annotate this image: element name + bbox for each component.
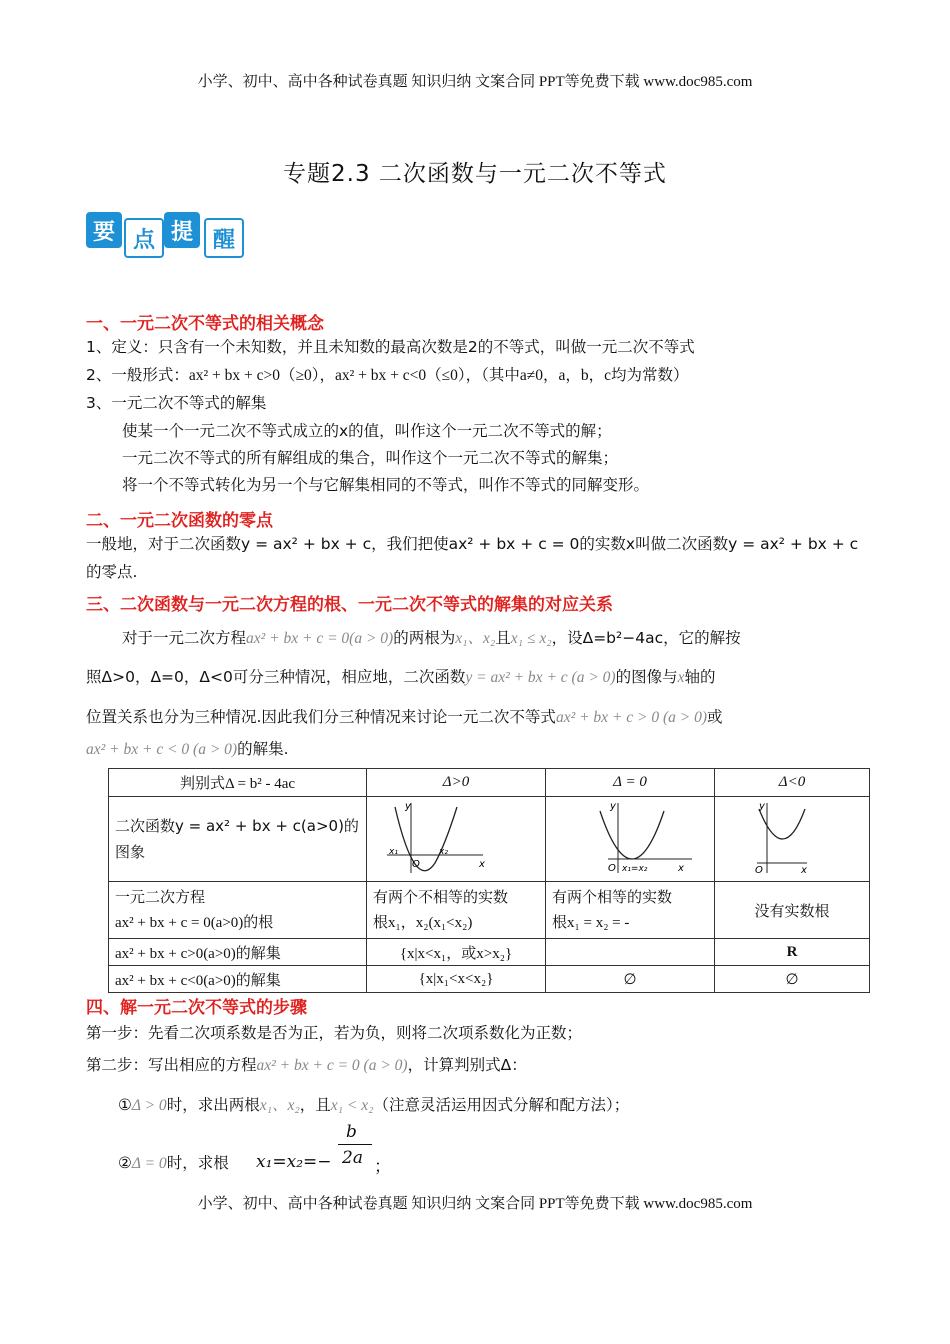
sec4-case-positive <box>118 1094 629 1117</box>
relation-table <box>108 768 870 993</box>
section-4-heading: 四、解一元二次不等式的步骤 <box>86 998 307 1018</box>
sec4-text: 第二步：写出相应的方程 <box>86 1056 257 1074</box>
sec4-equation: ax² + bx + c = 0 (a > 0) <box>256 1057 408 1074</box>
badge-char-4: 醒 <box>204 218 244 258</box>
sec3-text: 照Δ>0，Δ=0，Δ<0可分三种情况，相应地，二次函数 <box>86 668 466 686</box>
sec3-text: 或 <box>707 708 723 726</box>
table-cell-gt-solution-positive: {x|x<x₁，或x>x₂} <box>367 939 546 966</box>
sec1-solution-set-title: 3、一元二次不等式的解集 <box>86 394 267 412</box>
section-3-heading: 三、二次函数与一元二次方程的根、一元二次不等式的解集的对应关系 <box>86 595 613 615</box>
sec3-text: 的图像与 <box>615 668 678 686</box>
table-header-positive: Δ>0 <box>367 769 546 797</box>
table-text: 有两个不相等的实数 <box>373 888 509 906</box>
y-axis-label: y <box>610 801 616 812</box>
table-cell-graph-zero <box>546 797 715 882</box>
table-header-zero: Δ = 0 <box>546 769 715 797</box>
table-cell-graph-negative <box>715 797 870 882</box>
table-cell-roots-positive <box>367 882 546 939</box>
sec3-para-line-3 <box>86 706 723 729</box>
table-cell-lt-solution-label: ax² + bx + c<0(a>0)的解集 <box>109 966 367 993</box>
badge-char-3: 提 <box>164 212 200 248</box>
badge-char-2: 点 <box>124 218 164 258</box>
root-x1-label: x₁ <box>389 847 398 857</box>
x-axis-label: x <box>479 859 485 870</box>
parabola-curve <box>395 807 457 871</box>
table-cell-lt-solution-positive: {x|x₁<x<x₂} <box>367 966 546 993</box>
y-axis-label: y <box>405 801 411 812</box>
page-footer: 小学、初中、高中各种试卷真题 知识归纳 文案合同 PPT等免费下载 www.doc985.com <box>197 1196 753 1212</box>
page-header: 小学、初中、高中各种试卷真题 知识归纳 文案合同 PPT等免费下载 www.doc985.com <box>197 74 753 90</box>
sec3-para-line-1 <box>122 627 741 650</box>
table-text: 一元二次方程 <box>115 888 206 906</box>
sec4-condition: Δ = 0 <box>131 1155 167 1172</box>
section-1-heading: 一、一元二次不等式的相关概念 <box>86 314 324 334</box>
sec3-text: 轴的 <box>684 668 716 686</box>
formula-numerator: b <box>346 1122 357 1142</box>
formula-denominator: 2a <box>342 1148 363 1168</box>
sec4-text: ① <box>118 1096 132 1114</box>
badge-char-1: 要 <box>86 212 122 248</box>
table-text: 根x₁ = x₂ = - <box>552 915 630 931</box>
sec2-line-1: 一般地，对于二次函数y = ax² + bx + c，我们把使ax² + bx + c = 0的实数x叫做二次函数y = ax² + bx + c <box>86 535 859 553</box>
x-axis-label: x <box>678 863 684 874</box>
sec3-text: 的两根为 <box>393 629 456 647</box>
sec4-step-1: 第一步：先看二次项系数是否为正，若为负，则将二次项系数化为正数； <box>86 1024 583 1042</box>
table-header-negative: Δ<0 <box>715 769 870 797</box>
sec1-definition: 1、定义：只含有一个未知数，并且未知数的最高次数是2的不等式，叫做一元二次不等式 <box>86 338 695 356</box>
sec1-general-form <box>86 364 689 387</box>
table-cell-gt-solution-negative: R <box>715 939 870 966</box>
table-text: ax² + bx + c = 0(a>0)的根 <box>115 915 274 931</box>
table-cell-roots-negative: 没有实数根 <box>715 882 870 939</box>
table-cell-roots-zero <box>546 882 715 939</box>
parabola-curve <box>759 809 805 839</box>
sec3-text: 对于一元二次方程 <box>122 629 247 647</box>
sec4-text: 时，求根 <box>166 1154 229 1172</box>
origin-label: O <box>608 863 616 874</box>
sec4-roots: x₁、x₂ <box>259 1097 300 1114</box>
sec1-general-form-expr: ax² + bx + c>0（≥0），ax² + bx + c<0（≤0），（其中a≠0，a，b，c均为常数） <box>188 367 689 384</box>
sec1-solution-set-def: 一元二次不等式的所有解组成的集合，叫作这个一元二次不等式的解集； <box>122 449 619 467</box>
sec3-x-axis: x <box>677 669 685 686</box>
table-cell-lt-solution-zero: ∅ <box>546 966 715 993</box>
origin-label: O <box>412 859 420 870</box>
sec1-solution-def: 使某一个一元二次不等式成立的x的值，叫作这个一元二次不等式的解； <box>122 422 612 440</box>
origin-label: O <box>755 865 763 876</box>
table-row <box>109 882 870 939</box>
sec3-text: ，设Δ=b²−4ac，它的解按 <box>551 629 741 647</box>
sec4-text: 时，求出两根 <box>166 1096 260 1114</box>
sec3-inequality-gt: ax² + bx + c > 0 (a > 0) <box>555 709 708 726</box>
sec4-text: （注意灵活运用因式分解和配方法）； <box>373 1096 630 1114</box>
root-x2-label: x₂ <box>439 847 448 857</box>
sec4-step-2 <box>86 1054 527 1077</box>
sec4-root-order: x₁ < x₂ <box>330 1097 374 1114</box>
formula-lhs: x₁=x₂=− <box>256 1152 332 1172</box>
sec2-line-2: 的零点. <box>86 563 138 581</box>
sec3-inequality-lt: ax² + bx + c < 0 (a > 0) <box>86 741 238 758</box>
parabola-two-roots-graph <box>367 797 545 877</box>
table-cell-gt-solution-zero <box>546 939 715 966</box>
table-text: 根x₁，x₂(x₁<x₂) <box>373 915 473 931</box>
table-cell-lt-solution-negative: ∅ <box>715 966 870 993</box>
sec3-para-line-2 <box>86 666 715 689</box>
sec3-equation: ax² + bx + c = 0(a > 0) <box>246 630 394 647</box>
x-axis-label: x <box>801 865 807 876</box>
table-cell-gt-solution-label: ax² + bx + c>0(a>0)的解集 <box>109 939 367 966</box>
sec3-root-order: x₁ ≤ x₂ <box>510 630 552 647</box>
section-2-heading: 二、一元二次函数的零点 <box>86 511 273 531</box>
table-cell-graph-positive <box>367 797 546 882</box>
table-cell-equation-roots-label <box>109 882 367 939</box>
sec4-text: ，且 <box>299 1096 331 1114</box>
sec3-text: 且 <box>495 629 511 647</box>
sec4-text: ② <box>118 1154 132 1172</box>
sec1-equivalent-transform: 将一个不等式转化为另一个与它解集相同的不等式，叫作不等式的同解变形。 <box>122 476 650 494</box>
sec3-para-line-4 <box>86 738 289 761</box>
sec1-general-form-label: 2、一般形式： <box>86 366 189 384</box>
sec3-function: y = ax² + bx + c (a > 0) <box>465 669 616 686</box>
sec4-condition: Δ > 0 <box>131 1097 167 1114</box>
table-row <box>109 966 870 993</box>
double-root-label: x₁=x₂ <box>622 864 648 874</box>
parabola-no-root-graph <box>715 797 869 877</box>
fraction-bar <box>338 1144 372 1145</box>
sec4-text: ，计算判别式Δ： <box>407 1056 527 1074</box>
parabola-one-root-graph <box>546 797 714 877</box>
sec4-case-zero <box>118 1152 229 1175</box>
sec3-text: 位置关系也分为三种情况.因此我们分三种情况来讨论一元二次不等式 <box>86 708 556 726</box>
parabola-curve <box>600 811 664 859</box>
sec3-roots: x₁、x₂ <box>455 630 496 647</box>
table-header-discriminant: 判别式Δ = b² - 4ac <box>109 769 367 797</box>
formula-end: ； <box>374 1157 391 1177</box>
page-title: 专题2.3 二次函数与一元二次不等式 <box>283 161 667 187</box>
table-cell-function-graph-label: 二次函数y = ax² + bx + c(a>0)的图象 <box>109 797 367 882</box>
table-row <box>109 769 870 797</box>
y-axis-label: y <box>759 801 765 812</box>
table-row <box>109 939 870 966</box>
sec3-text: 的解集. <box>237 740 289 758</box>
table-text: 有两个相等的实数 <box>552 888 673 906</box>
table-row <box>109 797 870 882</box>
